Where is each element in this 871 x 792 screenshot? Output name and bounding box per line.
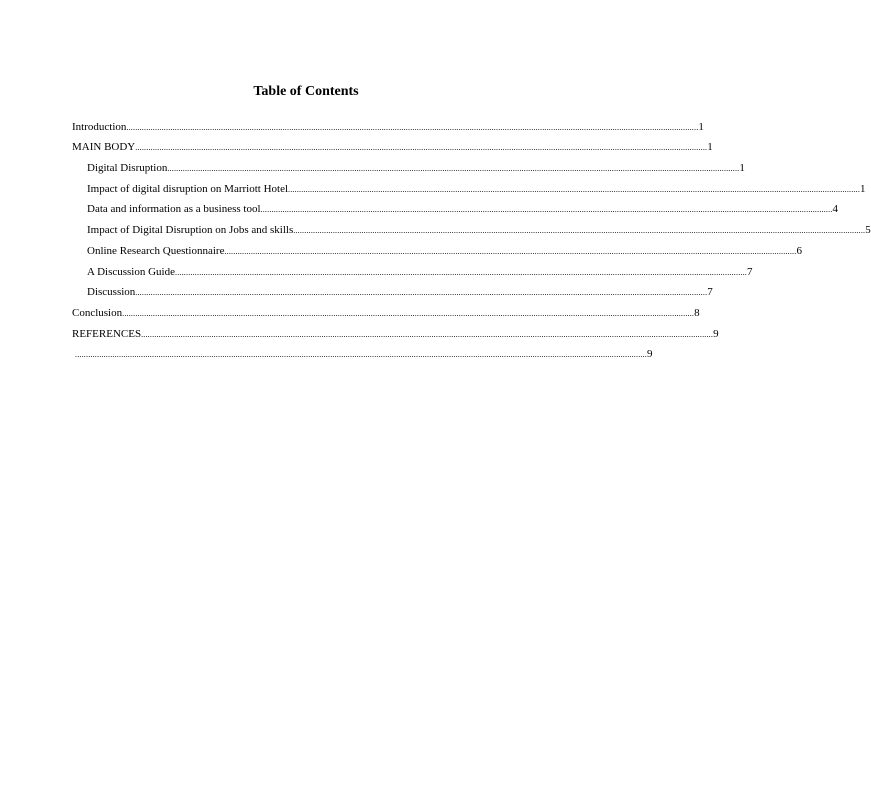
toc-entry-label: Data and information as a business tool — [87, 203, 261, 216]
toc-entry-label: Impact of Digital Disruption on Jobs and skills — [87, 224, 294, 237]
toc-page-number: 6 — [796, 244, 802, 257]
dot-leader: .................................................................................................................................................................................................................................................................... — [75, 350, 647, 360]
toc-page-number: 9 — [647, 348, 653, 361]
dot-leader: .................................................................................................................................................................................................................................................................... — [175, 267, 747, 277]
toc-entry-label: REFERENCES — [72, 327, 142, 340]
toc-entry-label: Digital Disruption — [87, 162, 168, 175]
toc-list — [72, 114, 871, 362]
dot-leader: .................................................................................................................................................................................................................................................................... — [126, 122, 699, 132]
dot-leader: .................................................................................................................................................................................................................................................................... — [141, 329, 714, 339]
toc-entry-discussion-guide[interactable] — [72, 259, 753, 280]
toc-page-number: 7 — [707, 286, 713, 299]
toc-entry-label: Conclusion — [72, 306, 123, 319]
toc-page-number: 7 — [747, 265, 753, 278]
toc-page-number: 1 — [860, 182, 866, 195]
toc-entry-digital-disruption[interactable] — [72, 155, 745, 176]
toc-page-number: 1 — [707, 141, 713, 154]
dot-leader: .................................................................................................................................................................................................................................................................... — [167, 164, 740, 174]
toc-entry-jobs-skills[interactable] — [72, 217, 871, 238]
toc-page-number: 1 — [739, 162, 745, 175]
dot-leader: .................................................................................................................................................................................................................................................................... — [260, 205, 833, 215]
toc-page-number: 8 — [694, 306, 700, 319]
toc-entry-label: Online Research Questionnaire — [87, 244, 225, 257]
toc-entry-data-information[interactable] — [72, 197, 839, 218]
toc-entry-introduction[interactable] — [72, 114, 704, 135]
page-title: Table of Contents — [253, 84, 359, 99]
dot-leader: .................................................................................................................................................................................................................................................................... — [293, 226, 866, 236]
dot-leader: .................................................................................................................................................................................................................................................................... — [224, 246, 797, 256]
toc-entry-impact-marriott[interactable] — [72, 176, 866, 197]
dot-leader: .................................................................................................................................................................................................................................................................... — [135, 143, 708, 153]
toc-entry-main-body[interactable] — [72, 135, 713, 156]
toc-entry-references[interactable] — [72, 321, 719, 342]
toc-entry-label: Discussion — [87, 286, 136, 299]
toc-page-number: 1 — [698, 120, 704, 133]
toc-entry-label: Impact of digital disruption on Marriott Hotel — [87, 182, 289, 195]
dot-leader: .................................................................................................................................................................................................................................................................... — [288, 184, 861, 194]
toc-entry-conclusion[interactable] — [72, 300, 700, 321]
toc-entry-discussion[interactable] — [72, 280, 713, 301]
toc-entry-label: Introduction — [72, 120, 127, 133]
toc-entry-label: A Discussion Guide — [87, 265, 175, 278]
toc-entry-untitled[interactable] — [72, 342, 653, 363]
toc-page-number: 9 — [713, 327, 719, 340]
toc-entry-label: MAIN BODY — [72, 141, 136, 154]
toc-page-number: 5 — [865, 224, 871, 237]
dot-leader: .................................................................................................................................................................................................................................................................... — [135, 288, 708, 298]
toc-page-number: 4 — [832, 203, 839, 216]
toc-entry-questionnaire[interactable] — [72, 238, 802, 259]
dot-leader: .................................................................................................................................................................................................................................................................... — [122, 308, 695, 318]
